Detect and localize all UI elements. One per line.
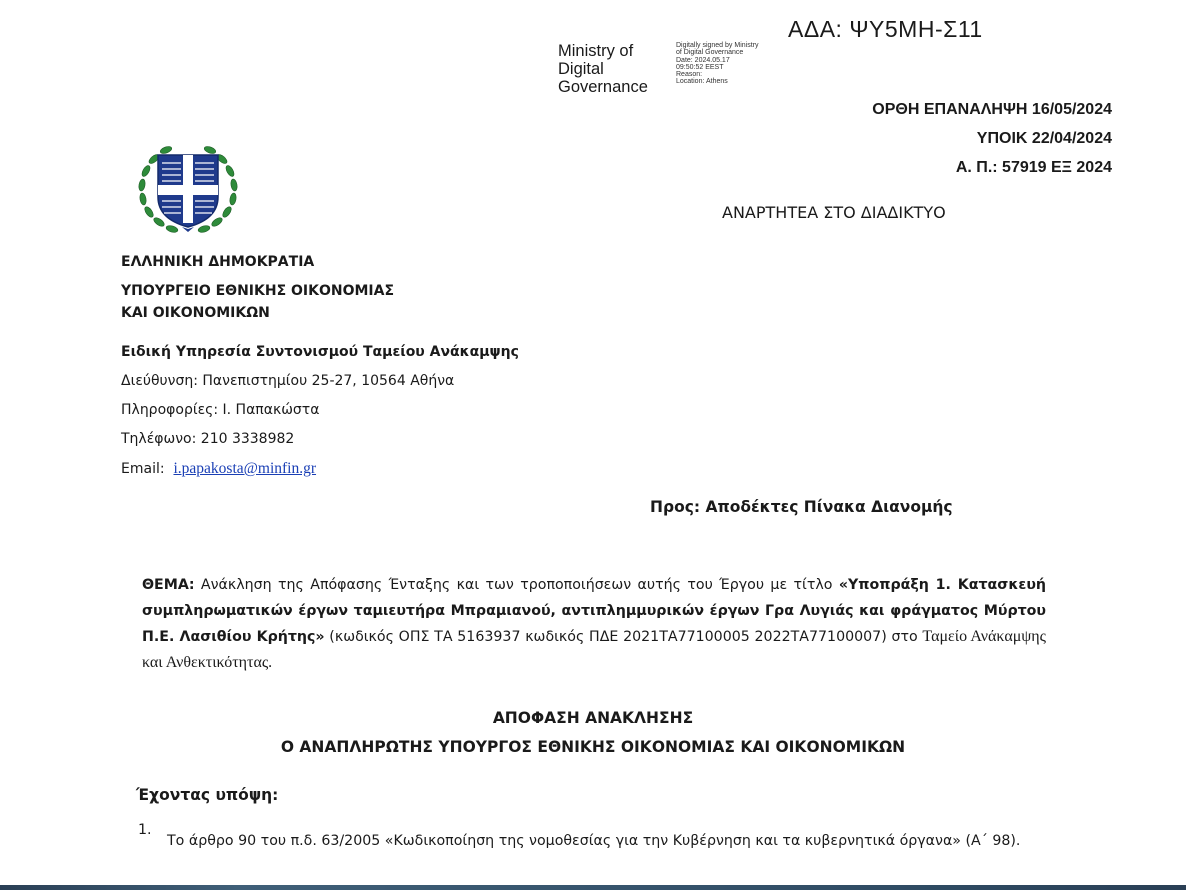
ministry-date: ΥΠΟΙΚ 22/04/2024 <box>976 130 1112 147</box>
republic-label: ΕΛΛΗΝΙΚΗ ΔΗΜΟΚΡΑΤΙΑ <box>121 254 315 270</box>
email-line <box>121 460 316 478</box>
fund-name: Ταμείο Ανάκαμψης και Ανθεκτικότητας. <box>142 628 1047 671</box>
recipient-line: Προς: Αποδέκτες Πίνακα Διανομής <box>650 498 953 516</box>
address: Διεύθυνση: Πανεπιστημίου 25-27, 10564 Αθήνα <box>121 373 455 389</box>
contact-person: Πληροφορίες: Ι. Παπακώστα <box>121 402 320 418</box>
signature-detail-line: Digitally signed by Ministry <box>676 42 759 49</box>
project-title: «Υποπράξη 1. Κατασκευή συμπληρωματικών έργων ταμιευτήρα Μπραμιανού, αντιπλημμυρικών έργων Γρα Λυγιάς και φράγματος Μύρτου Π.Ε. Λασιθίου Κρήτης» <box>142 577 1046 645</box>
protocol-number: Α. Π.: 57919 ΕΞ 2024 <box>955 159 1112 176</box>
subject-label: ΘΕΜΑ: <box>142 577 195 593</box>
signature-detail-line: Location: Athens <box>676 78 728 86</box>
greek-coat-of-arms-icon <box>136 141 240 237</box>
list-item-number: 1. <box>138 822 152 838</box>
subject-text-part2: (κωδικός ΟΠΣ ΤΑ 5163937 κωδικός ΠΔΕ 2021ΤΑ77100005 2022ΤΑ77100007) στο <box>324 629 923 645</box>
correct-repetition-date: ΟΡΘΗ ΕΠΑΝΑΛΗΨΗ 16/05/2024 <box>872 101 1112 118</box>
email-label: Email: <box>121 461 165 477</box>
ada-code: ΑΔΑ: ΨΥ5ΜΗ-Σ11 <box>788 16 983 42</box>
signature-details <box>676 42 758 86</box>
page-bottom-edge <box>0 885 1186 890</box>
signature-name-line: Digital <box>558 60 604 78</box>
decision-title: ΑΠΟΦΑΣΗ ΑΝΑΚΛΗΣΗΣ <box>492 709 694 727</box>
subject-paragraph <box>142 572 1046 676</box>
list-item: Το άρθρο 90 του π.δ. 63/2005 «Κωδικοποίηση της νομοθεσίας για την Κυβέρνηση και τα κυβερνητικά όργανα» (Α΄ 98). <box>167 833 1021 849</box>
signature-name-line: Ministry of <box>558 42 634 60</box>
considering-heading: Έχοντας υπόψη: <box>136 786 279 804</box>
signature-detail-line: of Digital Governance <box>676 49 744 57</box>
subject-text-part1: Ανάκληση της Απόφασης Ένταξης και των τροποποιήσεων αυτής του Έργου με τίτλο <box>194 577 839 593</box>
signature-detail-line: Reason: <box>676 71 703 79</box>
ministry-name-line2: ΚΑΙ ΟΙΚΟΝΟΜΙΚΩΝ <box>121 305 270 321</box>
signature-name-line: Governance <box>558 78 648 96</box>
phone-number: Τηλέφωνο: 210 3338982 <box>121 431 295 447</box>
signature-detail-line: 09:50:52 EEST <box>676 63 724 71</box>
signature-name <box>558 42 648 96</box>
post-online-notice: ΑΝΑΡΤΗΤΕΑ ΣΤΟ ΔΙΑΔΙΚΤΥΟ <box>722 203 946 222</box>
ministry-name-line1: ΥΠΟΥΡΓΕΙΟ ΕΘΝΙΚΗΣ ΟΙΚΟΝΟΜΙΑΣ <box>121 283 395 299</box>
minister-title: Ο ΑΝΑΠΛΗΡΩΤΗΣ ΥΠΟΥΡΓΟΣ ΕΘΝΙΚΗΣ ΟΙΚΟΝΟΜΙΑΣ ΚΑΙ ΟΙΚΟΝΟΜΙΚΩΝ <box>280 738 906 756</box>
email-link[interactable]: i.papakosta@minfin.gr <box>173 460 317 477</box>
signature-detail-line: Date: 2024.05.17 <box>676 56 730 64</box>
service-name: Ειδική Υπηρεσία Συντονισμού Ταμείου Ανάκαμψης <box>121 344 519 360</box>
